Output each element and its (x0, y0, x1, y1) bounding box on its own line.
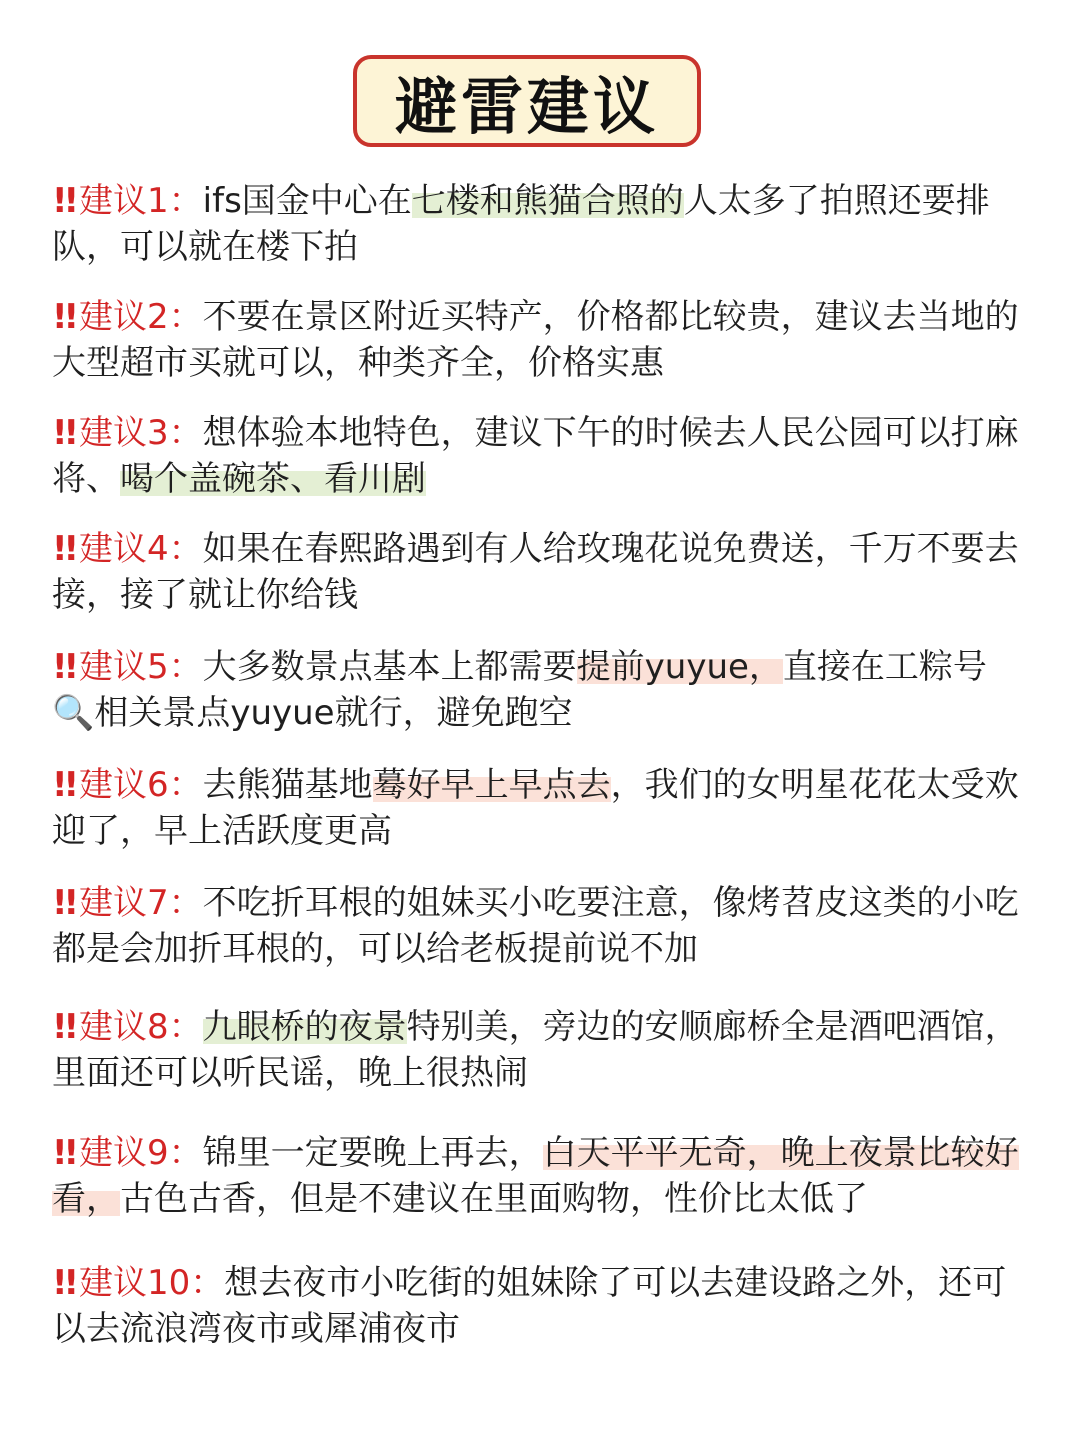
tip-text: 如果在春熙路遇到有人给玫瑰花说免费送，千万不要去接，接了就让你给钱 (52, 529, 1019, 615)
double-exclamation-icon: !! (52, 181, 76, 221)
tip-item (52, 294, 1027, 386)
double-exclamation-icon: !! (52, 297, 76, 337)
double-exclamation-icon: !! (52, 413, 76, 453)
double-exclamation-icon: !! (52, 1263, 76, 1303)
tip-text: 想体验本地特色，建议下午的时候去人民公园可以打麻将、 (52, 413, 1019, 499)
double-exclamation-icon: !! (52, 1007, 76, 1047)
tip-text: ifs国金中心在 (202, 181, 412, 221)
tip-item (52, 762, 1027, 854)
tip-text: 人太多了拍照还要排队，可以就在楼下拍 (52, 181, 990, 267)
tip-highlight: 七楼和熊猫合照的 (411, 181, 684, 221)
tip-text: 去熊猫基地 (202, 765, 373, 805)
double-exclamation-icon: !! (52, 883, 76, 923)
page-title: 避雷建议 (394, 69, 659, 143)
tip-highlight: 白天平平无奇，晚上夜景比较好看， (52, 1133, 1019, 1219)
tip-text: 大多数景点基本上都需要 (202, 647, 577, 687)
tip-label: !! 建议5： (52, 647, 203, 687)
tip-label: !! 建议10： (52, 1263, 225, 1303)
tip-label: !! 建议9： (52, 1133, 203, 1173)
tip-text: 古色古香，但是不建议在里面购物，性价比太低了 (120, 1179, 868, 1219)
tip-label: !! 建议2： (52, 297, 203, 337)
tips-list (52, 176, 1027, 1352)
tip-item (52, 644, 1027, 736)
tip-item (52, 1260, 1027, 1352)
tip-highlight: 蓦好早上早点去 (372, 765, 611, 805)
tip-highlight: 提前yuyue， (576, 647, 783, 687)
tip-item (52, 1004, 1027, 1096)
tip-text: 锦里一定要晚上再去， (202, 1133, 543, 1173)
tip-item (52, 410, 1027, 502)
double-exclamation-icon: !! (52, 529, 76, 569)
tip-label: !! 建议8： (52, 1007, 203, 1047)
double-exclamation-icon: !! (52, 647, 76, 687)
tip-item (52, 1130, 1027, 1222)
tip-label: !! 建议6： (52, 765, 203, 805)
tip-text: 直接在工粽号🔍相关景点yuyue就行，避免跑空 (52, 647, 987, 733)
tip-highlight: 喝个盖碗茶、看川剧 (120, 459, 426, 499)
tip-text: 不要在景区附近买特产，价格都比较贵，建议去当地的大型超市买就可以，种类齐全，价格实惠 (52, 297, 1019, 383)
tip-highlight: 九眼桥的夜景 (202, 1007, 407, 1047)
tip-item (52, 880, 1027, 972)
double-exclamation-icon: !! (52, 1133, 76, 1173)
tip-label: !! 建议3： (52, 413, 203, 453)
tip-text: 特别美，旁边的安顺廊桥全是酒吧酒馆，里面还可以听民谣，晚上很热闹 (52, 1007, 1019, 1093)
tip-text: ，我们的女明星花花太受欢迎了，早上活跃度更高 (52, 765, 1019, 851)
tip-item (52, 178, 1027, 270)
tip-label: !! 建议7： (52, 883, 203, 923)
tip-item (52, 526, 1027, 618)
tip-label: !! 建议4： (52, 529, 203, 569)
tip-text: 不吃折耳根的姐妹买小吃要注意，像烤苕皮这类的小吃都是会加折耳根的，可以给老板提前说不加 (52, 883, 1019, 969)
tip-label: !! 建议1： (52, 181, 203, 221)
tip-text: 想去夜市小吃街的姐妹除了可以去建设路之外，还可以去流浪湾夜市或犀浦夜市 (52, 1263, 1007, 1349)
double-exclamation-icon: !! (52, 765, 76, 805)
title-banner (353, 55, 701, 147)
